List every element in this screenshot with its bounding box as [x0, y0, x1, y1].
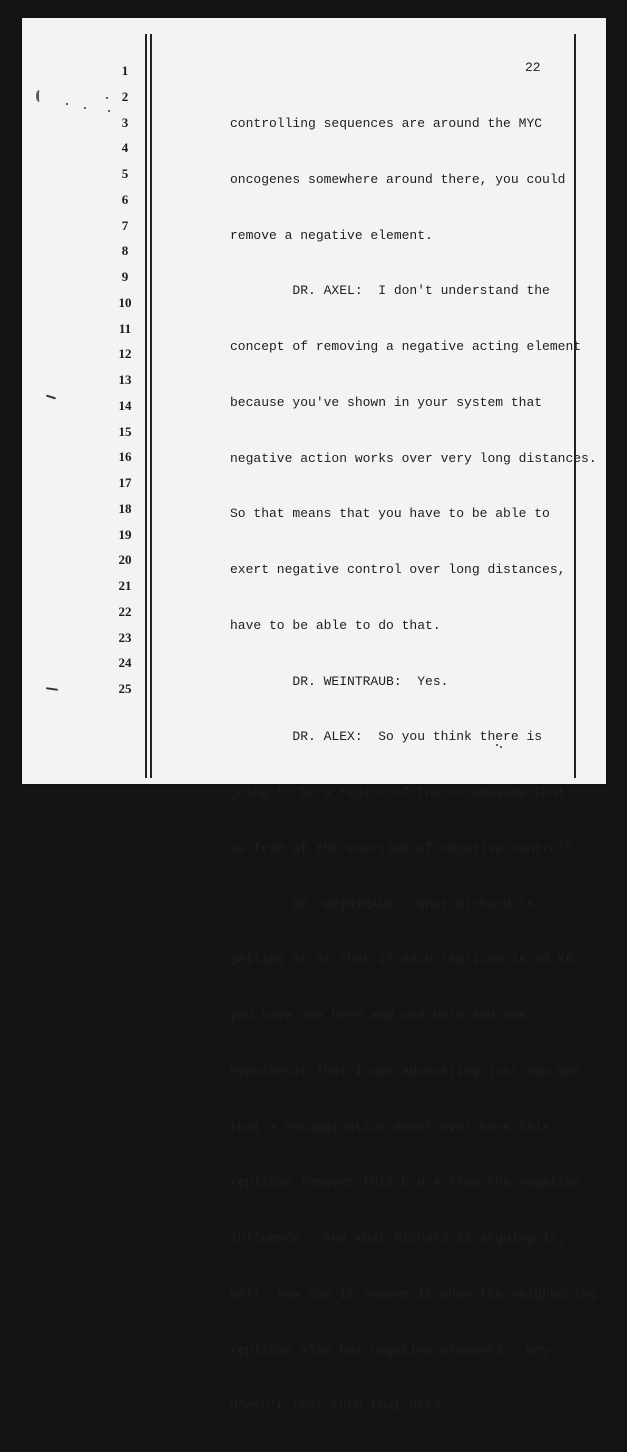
- line-number: 14: [118, 397, 132, 413]
- transcript-line: because you've shown in your system that: [230, 394, 543, 410]
- line-number: 16: [118, 449, 132, 465]
- scan-speck: [66, 103, 68, 105]
- transcript-line: concept of removing a negative acting element: [230, 339, 582, 354]
- transcript-line: exert negative control over long distances,: [230, 562, 566, 577]
- line-number: 7: [121, 217, 129, 233]
- line-number: 11: [118, 320, 132, 336]
- line-number: 9: [121, 269, 129, 284]
- transcript-line: DR. WEINTRAUB: What Richard is: [230, 896, 535, 912]
- transcript-line: well, how can it remove it when the neighboring: [230, 1286, 597, 1302]
- transcript-line: have to be able to do that.: [230, 617, 441, 633]
- line-number-column: [114, 58, 136, 702]
- transcript-page: [22, 18, 606, 1414]
- line-number: 23: [118, 629, 132, 645]
- transcript-line: replicon also has negative elements. Why: [230, 1342, 550, 1358]
- line-number: 10: [118, 294, 132, 310]
- line-number: 3: [121, 114, 129, 130]
- transcript-line: DR. AXEL: I don't understand the: [230, 283, 550, 299]
- line-number: 25: [118, 681, 132, 696]
- transcript-line: going to be a region of the chromosome that: [230, 785, 566, 800]
- scan-speck: [46, 687, 58, 691]
- line-number: 4: [121, 140, 129, 156]
- line-number: 17: [118, 475, 132, 490]
- scan-speck: [84, 107, 86, 109]
- left-margin-rule: [145, 34, 147, 778]
- scan-speck: [46, 395, 56, 400]
- scan-speck: [36, 90, 43, 102]
- line-number: 24: [118, 655, 132, 671]
- transcript-line: controlling sequences are around the MYC: [230, 116, 543, 131]
- scan-speck: [500, 746, 502, 748]
- line-number: 5: [121, 166, 129, 181]
- transcript-line: DR. ALEX: So you think there is: [230, 729, 543, 745]
- left-margin-rule-inner: [150, 34, 152, 778]
- line-number: 12: [118, 346, 132, 362]
- transcript-line: remove a negative element.: [230, 227, 433, 243]
- transcript-line: oncogenes somewhere around there, you could: [230, 171, 566, 187]
- transcript-body: [230, 84, 597, 1452]
- line-number: 13: [118, 372, 132, 387]
- transcript-line: influence. And what Richard is arguing is,: [230, 1231, 566, 1246]
- transcript-line: DR. WEINTRAUB: Yes.: [230, 673, 449, 689]
- transcript-line: replicon removes this D N A from the negative: [230, 1175, 582, 1191]
- scan-speck: [108, 110, 110, 112]
- line-number: 19: [118, 526, 132, 542]
- transcript-line: you have one here and one here and one: [230, 1008, 527, 1023]
- scan-speck: [106, 97, 108, 99]
- line-number: 18: [118, 500, 132, 516]
- scan-speck: [496, 744, 498, 746]
- transcript-line: So that means that you have to be able to: [230, 506, 550, 522]
- line-number: 15: [118, 423, 132, 439]
- line-number: 2: [121, 88, 129, 104]
- transcript-line: doesn't that turn that off?: [230, 1398, 441, 1414]
- line-number: 6: [121, 191, 129, 207]
- transcript-line: that a recombination event over here this: [230, 1119, 550, 1135]
- transcript-line: hypothesis that I was advocating just now was: [230, 1063, 582, 1079]
- transcript-line: negative action works over very long distances.: [230, 450, 597, 466]
- page-number: 22: [525, 60, 541, 75]
- transcript-line: getting at is that if each replicon is 50 KB,: [230, 952, 582, 968]
- line-number: 20: [118, 552, 132, 568]
- line-number: 21: [118, 578, 132, 593]
- transcript-line: is free of the exertion of negative control?: [230, 840, 574, 856]
- line-number: 22: [118, 603, 132, 619]
- line-number: 8: [121, 243, 129, 259]
- line-number: 1: [121, 63, 129, 78]
